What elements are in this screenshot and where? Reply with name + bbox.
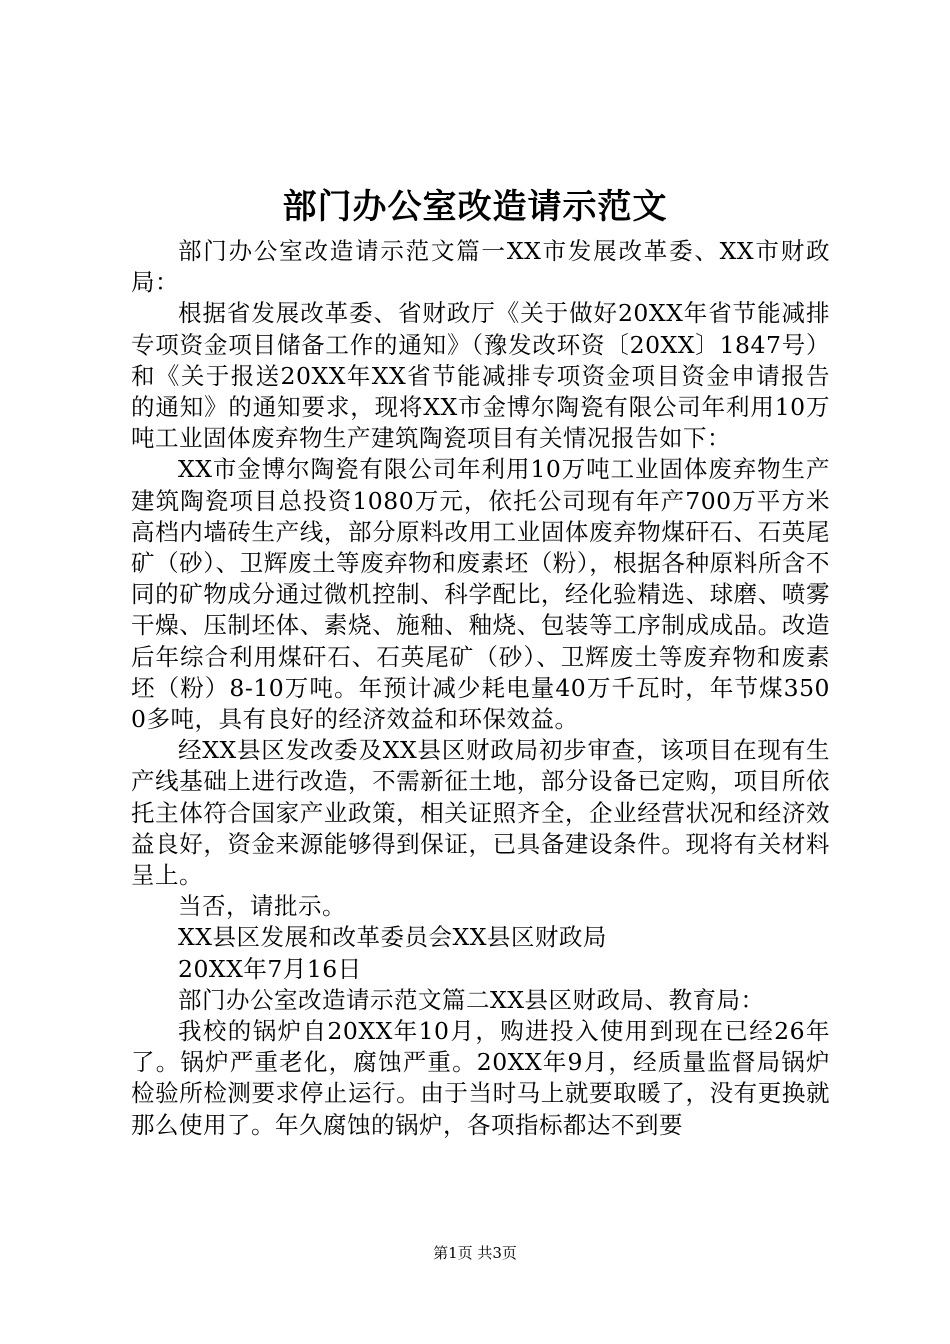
paragraph-second-sample-heading: 部门办公室改造请示范文篇二XX县区财政局、教育局： bbox=[178, 985, 765, 1014]
paragraph-project-details: XX市金博尔陶瓷有限公司年利用10万吨工业固体废弃物生产建筑陶瓷项目总投资1080万元，依托公司现有年产700万平方米高档内墙砖生产线，部分原料改用工业固体废弃物煤矸石、石英尾矿（砂）、卫辉废土等废弃物和废素坯（粉），根据各种原料所含不同的矿物成分通过微机控制、科学配比，经化验精选、球磨、喷雾干燥、压制坯体、素烧、施釉、釉烧、包装等工序制成成品。改造后年综合利用煤矸石、石英尾矿（砂）、卫辉废土等废弃物和废素坯（粉）8-10万吨。年预计减少耗电量40万千瓦时，年节煤3500多吨，具有良好的经济效益和环保效益。 bbox=[131, 455, 830, 734]
paragraph-boiler-description: 我校的锅炉自20XX年10月，购进投入使用到现在已经26年了。锅炉严重老化，腐蚀严重。20XX年9月，经质量监督局锅炉检验所检测要求停止运行。由于当时马上就要取暖了，没有更换就那么使用了。年久腐蚀的锅炉，各项指标都达不到要 bbox=[131, 1017, 830, 1139]
paragraph-request-approval: 当否，请批示。 bbox=[178, 892, 346, 921]
paragraph-signatory: XX县区发展和改革委员会XX县区财政局 bbox=[178, 923, 607, 952]
paragraph-notice-reference: 根据省发展改革委、省财政厅《关于做好20XX年省节能减排专项资金项目储备工作的通知》（豫发改环资〔20XX〕1847号）和《关于报送20XX年XX省节能减排专项资金项目资金申请报告的通知》的通知要求，现将XX市金博尔陶瓷有限公司年利用10万吨工业固体废弃物生产建筑陶瓷项目有关情况报告如下： bbox=[131, 299, 830, 453]
document-body bbox=[131, 236, 830, 1141]
paragraph-opening: 部门办公室改造请示范文篇一XX市发展改革委、XX市财政局： bbox=[131, 237, 830, 297]
document-title: 部门办公室改造请示范文 bbox=[282, 187, 668, 227]
paragraph-date: 20XX年7月16日 bbox=[178, 954, 362, 983]
paragraph-review: 经XX县区发改委及XX县区财政局初步审查，该项目在现有生产线基础上进行改造，不需新征土地，部分设备已定购，项目所依托主体符合国家产业政策，相关证照齐全，企业经营状况和经济效益良好，资金来源能够得到保证，已具备建设条件。现将有关材料呈上。 bbox=[131, 736, 830, 890]
page-footer: 第1页 共3页 bbox=[433, 1244, 517, 1262]
